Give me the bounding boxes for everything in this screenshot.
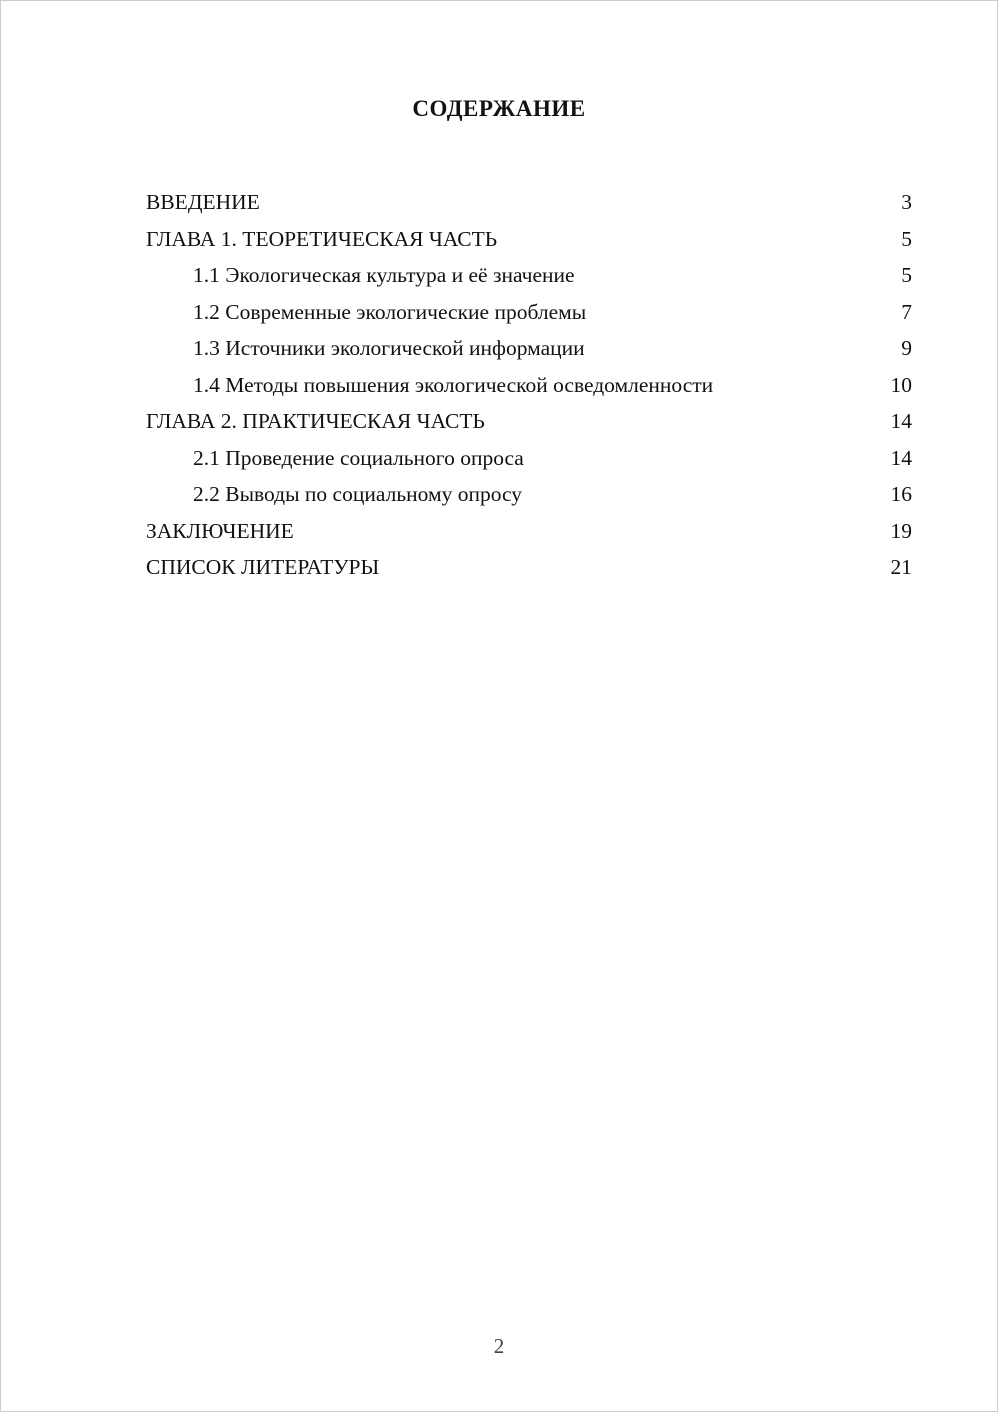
toc-entry bbox=[146, 330, 912, 367]
toc-entry-label: 2.1 Проведение социального опроса bbox=[193, 445, 524, 470]
toc-entry-page: 16 bbox=[890, 482, 912, 506]
toc-entry-page: 9 bbox=[901, 336, 912, 360]
toc-entry-label: ЗАКЛЮЧЕНИЕ bbox=[146, 518, 294, 543]
toc-entry-label: ГЛАВА 2. ПРАКТИЧЕСКАЯ ЧАСТЬ bbox=[146, 409, 485, 433]
toc-entry-page: 7 bbox=[901, 299, 912, 324]
toc-entry bbox=[146, 257, 912, 294]
toc-entry-label: 2.2 Выводы по социальному опросу bbox=[193, 482, 523, 506]
toc-entry-label: СПИСОК ЛИТЕРАТУРЫ bbox=[146, 555, 380, 579]
toc-entry bbox=[146, 549, 912, 586]
footer-page-number: 2 bbox=[493, 1334, 505, 1358]
table-of-contents bbox=[1, 184, 997, 586]
toc-entry bbox=[146, 476, 912, 513]
toc-entry-page: 5 bbox=[901, 226, 912, 251]
toc-entry-page: 19 bbox=[890, 518, 912, 543]
toc-entry bbox=[146, 513, 912, 550]
toc-entry-label: 1.3 Источники экологической информации bbox=[193, 336, 585, 360]
toc-entry-page: 21 bbox=[890, 555, 912, 579]
toc-entry-page: 14 bbox=[890, 409, 912, 433]
toc-entry bbox=[146, 367, 912, 404]
toc-entry bbox=[146, 294, 912, 331]
toc-entry-page: 10 bbox=[890, 372, 912, 397]
toc-entry bbox=[146, 221, 912, 258]
toc-entry-label: 1.4 Методы повышения экологической осведомленности bbox=[193, 372, 714, 397]
toc-entry-label: ГЛАВА 1. ТЕОРЕТИЧЕСКАЯ ЧАСТЬ bbox=[146, 226, 498, 251]
toc-entry bbox=[146, 403, 912, 440]
toc-entry-label: 1.1 Экологическая культура и её значение bbox=[193, 263, 575, 287]
toc-entry bbox=[146, 184, 912, 221]
toc-entry-page: 14 bbox=[890, 445, 912, 470]
page-title: СОДЕРЖАНИЕ bbox=[412, 96, 586, 121]
toc-entry-label: ВВЕДЕНИЕ bbox=[146, 190, 260, 214]
toc-entry-label: 1.2 Современные экологические проблемы bbox=[193, 299, 587, 324]
toc-entry-page: 3 bbox=[901, 190, 912, 214]
toc-entry-page: 5 bbox=[901, 263, 912, 287]
toc-entry bbox=[146, 440, 912, 477]
